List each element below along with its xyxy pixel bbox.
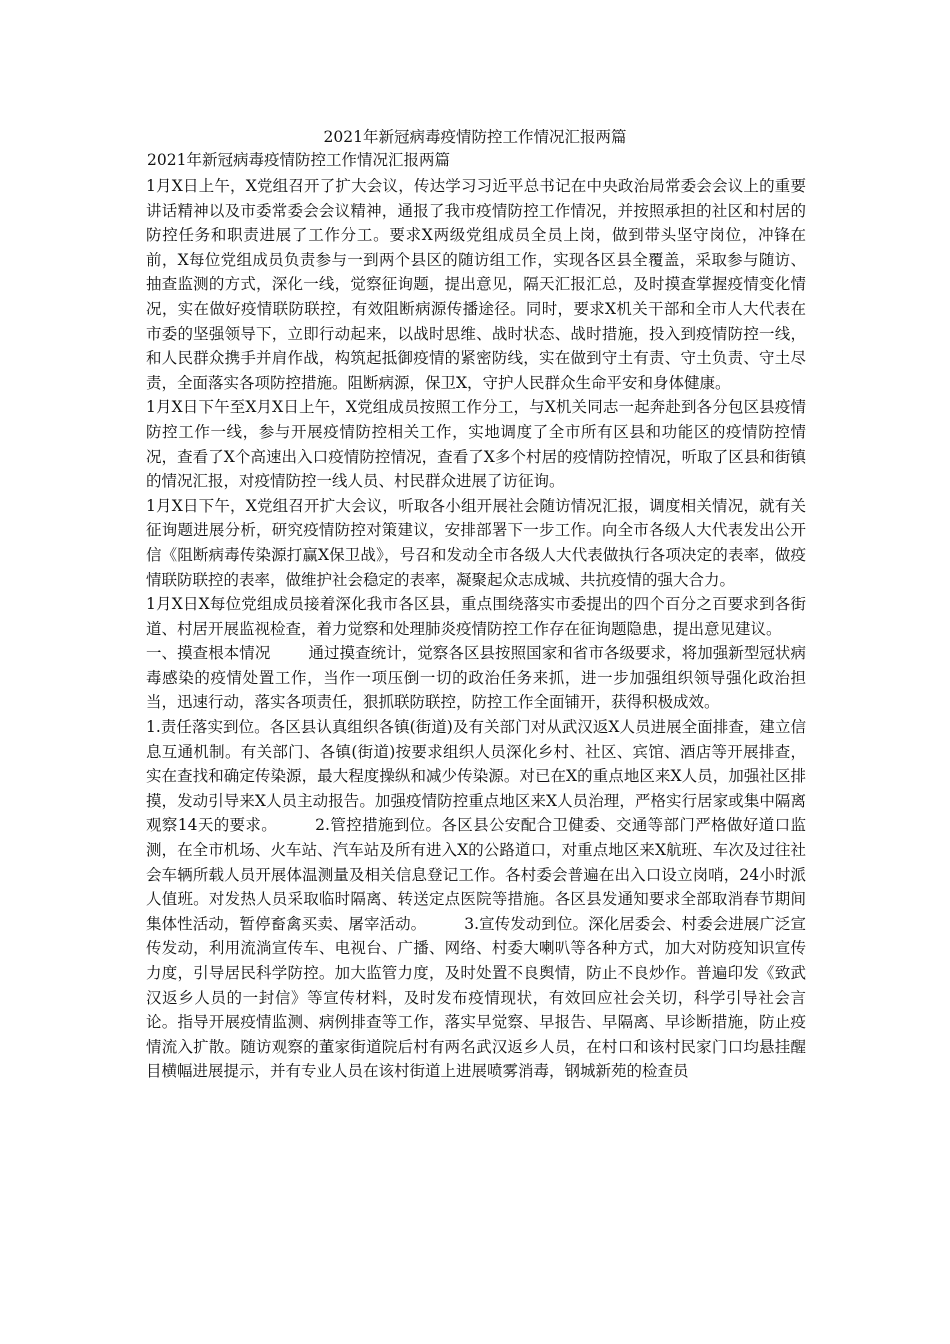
point-responsibility: 1.责任落实到位。各区县认真组织各镇(街道)及有关部门对从武汉返X人员进展全面排查，建立信息互通机制。有关部门、各镇(街道)按要求组织人员深化乡村、社区、宾馆、酒店等开展排查，实在查找和确定传染源，最大程度操纵和减少传染源。对已在X的重点地区来X人员，加强社区排摸，发动引导来X人员主动报告。加强疫情防控重点地区来X人员治理，严格实行居家或集中隔离观察14天的要求。 bbox=[146, 718, 806, 835]
document-title: 2021年新冠病毒疫情防控工作情况汇报两篇 bbox=[323, 128, 627, 146]
paragraph-meeting-jan-morning: 1月X日上午，X党组召开了扩大会议，传达学习习近平总书记在中央政治局常委会会议上的重要讲话精神以及市委常委会会议精神，通报了我市疫情防控工作情况，并按照承担的社区和村居的防控任务和职责进展了工作分工。要求X两级党组成员全员上岗，做到带头坚守岗位，冲锋在前，X每位党组成员负责参与一到两个县区的随访组工作，实现各区县全覆盖，采取参与随访、抽查监测的方式，深化一线，觉察征询题，提出意见，隔天汇报汇总，及时摸查掌握疫情变化情况，实在做好疫情联防联控，有效阻断病源传播途径。同时，要求X机关干部和全市人大代表在市委的坚强领导下，立即行动起来，以战时思维、战时状态、战时措施，投入到疫情防控一线，和人民群众携手并肩作战，构筑起抵御疫情的紧密防线，实在做到守土有责、守土负责、守土尽责，全面落实各项防控措施。阻断病源，保卫X，守护人民群众生命平安和身体健康。 bbox=[146, 177, 806, 392]
paragraph-measures bbox=[146, 715, 806, 1084]
paragraph-frontline-work: 1月X日下午至X月X日上午，X党组成员按照工作分工，与X机关同志一起奔赴到各分包区县疫情防控工作一线，参与开展疫情防控相关工作，实地调度了全市所有区县和功能区的疫情防控情况，查看了X个高速出入口疫情防控情况，查看了X多个村居的疫情防控情况，听取了区县和街镇的情况汇报，对疫情防控一线人员、村民群众进展了访征询。 bbox=[146, 398, 806, 491]
document-subtitle: 2021年新冠病毒疫情防控工作情况汇报两篇 bbox=[147, 151, 450, 169]
document-body bbox=[146, 174, 806, 1084]
paragraph-inspection: 1月X日X每位党组成员接着深化我市各区县，重点围绕落实市委提出的四个百分之百要求到各街道、村居开展监视检查，着力觉察和处理肺炎疫情防控工作存在征询题隐患，提出意见建议。 bbox=[146, 595, 806, 638]
paragraph-section-one bbox=[146, 641, 806, 715]
point-publicity: 3.宣传发动到位。深化居委会、村委会进展广泛宣传发动，利用流淌宣传车、电视台、广播、网络、村委大喇叭等各种方式，加大对防疫知识宣传力度，引导居民科学防控。加大监管力度，及时处置不良舆情，防止不良炒作。普遍印发《致武汉返乡人员的一封信》等宣传材料，及时发布疫情现状，有效回应社会关切，科学引导社会言论。指导开展疫情监测、病例排查等工作，落实早觉察、早报告、早隔离、早诊断措施，防止疫情流入扩散。随访观察的董家街道院后村有两名武汉返乡人员，在村口和该村民家门口均悬挂醒目横幅进展提示，并有专业人员在该村街道上进展喷雾消毒，钢城新苑的检查员 bbox=[146, 914, 806, 1081]
point-control-measures: 2.管控措施到位。各区县公安配合卫健委、交通等部门严格做好道口监测，在全市机场、火车站、汽车站及所有进入X的公路道口，对重点地区来X航班、车次及过往社会车辆所载人员开展体温测量及相关信息登记工作。各村委会普遍在出入口设立岗哨，24小时派人值班。对发热人员采取临时隔离、转送定点医院等措施。各区县发通知要求全部取消春节期间集体性活动，暂停畜禽买卖、屠宰活动。 bbox=[146, 816, 806, 933]
paragraph-meeting-jan-afternoon: 1月X日下午，X党组召开扩大会议，听取各小组开展社会随访情况汇报，调度相关情况，就有关征询题进展分析，研究疫情防控对策建议，安排部署下一步工作。向全市各级人大代表发出公开信《阻断病毒传染源打赢X保卫战》，号召和发动全市各级人大代表做执行各项决定的表率，做疫情联防联控的表率，做维护社会稳定的表率，凝聚起众志成城、共抗疫情的强大合力。 bbox=[146, 496, 806, 589]
section-one-heading: 一、摸查根本情况 bbox=[146, 644, 271, 663]
section-one-intro: 通过摸查统计，觉察各区县按照国家和省市各级要求，将加强新型冠状病毒感染的疫情处置工作，当作一项压倒一切的政治任务来抓，进一步加强组织领导强化政治担当，迅速行动，落实各项责任，狠抓联防联控，防控工作全面铺开，获得积极成效。 bbox=[146, 644, 806, 712]
